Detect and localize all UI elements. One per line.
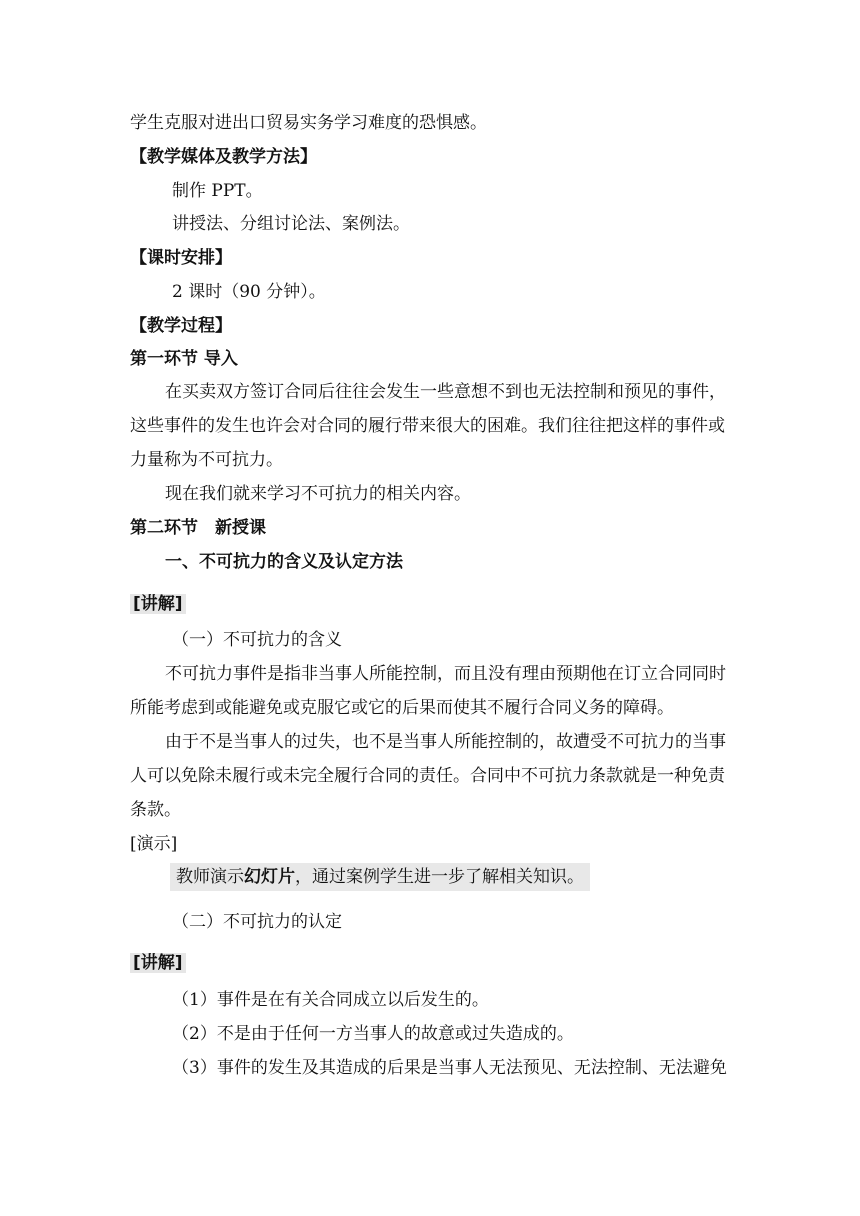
paragraph-line: 条款。	[130, 800, 181, 820]
list-item: （1）事件是在有关合同成立以后发生的。	[172, 990, 489, 1010]
text-line: 学生克服对进出口贸易实务学习难度的恐惧感。	[130, 113, 487, 133]
paragraph-line: 力量称为不可抗力。	[130, 450, 283, 470]
paragraph-line: 不可抗力事件是指非当事人所能控制，而且没有理由预期他在订立合同同时	[165, 664, 726, 684]
demo-text-bold: 幻灯片	[244, 867, 295, 887]
tag-demo: [演示]	[130, 834, 178, 854]
heading-step-one: 第一环节 导入	[130, 349, 238, 369]
subheading-two: （二）不可抗力的认定	[172, 912, 342, 932]
paragraph-line: 人可以免除未履行或未完全履行合同的责任。合同中不可抗力条款就是一种免责	[130, 766, 725, 786]
tag-explain-label: [讲解]	[130, 953, 186, 973]
heading-step-two: 第二环节 新授课	[130, 518, 266, 538]
paragraph-line: 在买卖双方签订合同后往往会发生一些意想不到也无法控制和预见的事件，	[165, 382, 726, 402]
demo-text-post: ，通过案例学生进一步了解相关知识。	[295, 867, 584, 887]
heading-section-one: 一、不可抗力的含义及认定方法	[165, 552, 403, 572]
demo-highlight	[170, 863, 590, 891]
tag-explain	[130, 952, 186, 974]
heading-teaching-process: 【教学过程】	[130, 316, 232, 336]
heading-class-hours: 【课时安排】	[130, 248, 232, 268]
subheading-one: （一）不可抗力的含义	[172, 630, 342, 650]
demo-text-pre: 教师演示	[176, 867, 244, 887]
list-item: （2）不是由于任何一方当事人的故意或过失造成的。	[172, 1024, 574, 1044]
text-line: 制作 PPT。	[172, 181, 263, 201]
paragraph-line: 现在我们就来学习不可抗力的相关内容。	[165, 484, 471, 504]
tag-explain	[130, 593, 186, 615]
paragraph-line: 所能考虑到或能避免或克服它或它的后果而使其不履行合同义务的障碍。	[130, 698, 674, 718]
text-line: 讲授法、分组讨论法、案例法。	[172, 214, 410, 234]
paragraph-line: 这些事件的发生也许会对合同的履行带来很大的困难。我们往往把这样的事件或	[130, 416, 725, 436]
paragraph-line: 由于不是当事人的过失，也不是当事人所能控制的，故遭受不可抗力的当事	[165, 732, 726, 752]
list-item: （3）事件的发生及其造成的后果是当事人无法预见、无法控制、无法避免	[172, 1058, 727, 1078]
heading-media-methods: 【教学媒体及教学方法】	[130, 147, 317, 167]
demo-highlight-box	[170, 866, 590, 888]
text-line: 2 课时（90 分钟）。	[172, 282, 326, 302]
tag-explain-label: [讲解]	[130, 594, 186, 614]
